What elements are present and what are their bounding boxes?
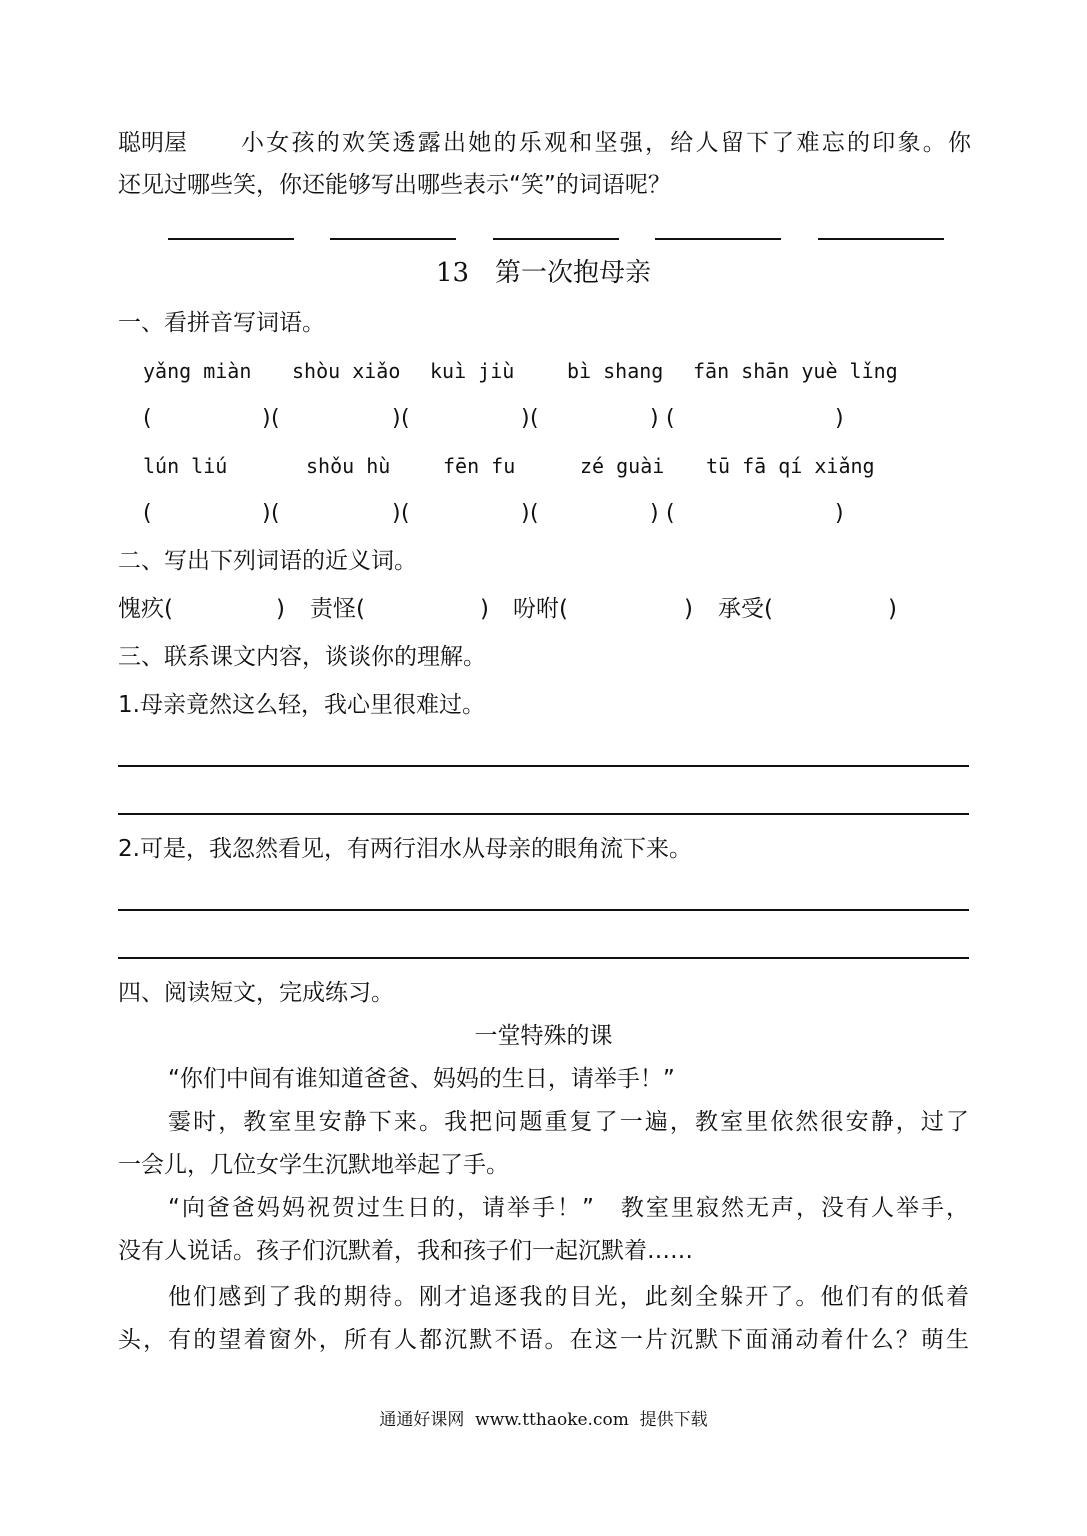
question-2: 2.可是，我忽然看见，有两行泪水从母亲的眼角流下来。 [118, 836, 692, 862]
answer-paren-open: ( [666, 406, 675, 431]
answer-line [118, 813, 969, 815]
question-1: 1.母亲竟然这么轻，我心里很难过。 [118, 692, 485, 718]
synonym-close: ) [480, 596, 489, 622]
answer-paren-close: ) [392, 406, 401, 431]
answer-paren-close: ) [392, 501, 401, 526]
pinyin-item: fān shān yuè lǐng [693, 359, 898, 383]
story-title: 一堂特殊的课 [474, 1023, 613, 1049]
answer-paren-close: ) [835, 406, 844, 431]
story-paragraph: 没有人说话。孩子们沉默着，我和孩子们一起沉默着…… [118, 1238, 693, 1264]
answer-line [118, 909, 969, 911]
page-footer: 通通好课网 www.tthaoke.com 提供下载 [379, 1410, 708, 1430]
pinyin-item: bì shang [567, 359, 664, 383]
answer-line [118, 957, 969, 959]
synonym-word: 承受( [718, 596, 773, 622]
intro-label: 聪明屋 [118, 130, 187, 156]
intro-line-2: 还见过哪些笑，你还能够写出哪些表示“笑”的词语呢？ [118, 172, 671, 198]
answer-paren-close: ) [835, 501, 844, 526]
section2-heading: 二、写出下列词语的近义词。 [118, 548, 417, 574]
synonym-word: 责怪( [310, 596, 365, 622]
pinyin-item: tū fā qí xiǎng [706, 454, 875, 478]
synonym-word: 吩咐( [513, 596, 568, 622]
story-paragraph: 他们感到了我的期待。刚才追逐我的目光，此刻全躲开了。他们有的低着 [168, 1284, 969, 1310]
answer-line [118, 765, 969, 767]
answer-blank-5 [818, 238, 944, 240]
pinyin-item: lún liú [143, 454, 228, 478]
lesson-title: 13 第一次抱母亲 [435, 258, 652, 288]
story-paragraph: “向爸爸妈妈祝贺过生日的，请举手！” 教室里寂然无声，没有人举手， [168, 1195, 969, 1221]
section1-heading: 一、看拼音写词语。 [118, 310, 325, 336]
story-paragraph: 头，有的望着窗外，所有人都沉默不语。在这一片沉默下面涌动着什么？萌生 [118, 1327, 969, 1353]
synonym-close: ) [684, 596, 693, 622]
story-paragraph: “你们中间有谁知道爸爸、妈妈的生日，请举手！” [168, 1066, 675, 1092]
answer-paren-close: ) [650, 406, 659, 431]
story-paragraph: 一会儿，几位女学生沉默地举起了手。 [118, 1152, 509, 1178]
answer-blank-1 [168, 238, 294, 240]
pinyin-item: zé guài [580, 454, 665, 478]
pinyin-item: shǒu hù [306, 454, 391, 478]
answer-paren-open: ( [401, 406, 410, 431]
pinyin-item: fēn fu [443, 454, 516, 478]
answer-paren-open: ( [666, 501, 675, 526]
synonym-close: ) [888, 596, 897, 622]
pinyin-item: shòu xiǎo [292, 359, 401, 383]
answer-paren-open: ( [530, 501, 539, 526]
pinyin-item: kuì jiù [430, 359, 515, 383]
answer-paren-close: ) [650, 501, 659, 526]
story-paragraph: 霎时，教室里安静下来。我把问题重复了一遍，教室里依然很安静，过了 [168, 1109, 969, 1135]
answer-paren-open: ( [530, 406, 539, 431]
answer-blank-2 [330, 238, 456, 240]
answer-paren-close: ) [262, 501, 271, 526]
answer-paren-open: ( [271, 406, 280, 431]
answer-paren-open: ( [143, 406, 152, 431]
answer-paren-open: ( [271, 501, 280, 526]
answer-paren-close: ) [521, 501, 530, 526]
synonym-close: ) [276, 596, 285, 622]
synonym-word: 愧疚( [118, 596, 173, 622]
answer-blank-3 [493, 238, 619, 240]
section3-heading: 三、联系课文内容，谈谈你的理解。 [118, 644, 486, 670]
answer-paren-open: ( [401, 501, 410, 526]
answer-paren-close: ) [521, 406, 530, 431]
answer-blank-4 [655, 238, 781, 240]
answer-paren-open: ( [143, 501, 152, 526]
section4-heading: 四、阅读短文，完成练习。 [118, 980, 394, 1006]
answer-paren-close: ) [262, 406, 271, 431]
intro-line-1: 小女孩的欢笑透露出她的乐观和坚强，给人留下了难忘的印象。你 [241, 130, 971, 156]
pinyin-item: yǎng miàn [143, 359, 252, 383]
